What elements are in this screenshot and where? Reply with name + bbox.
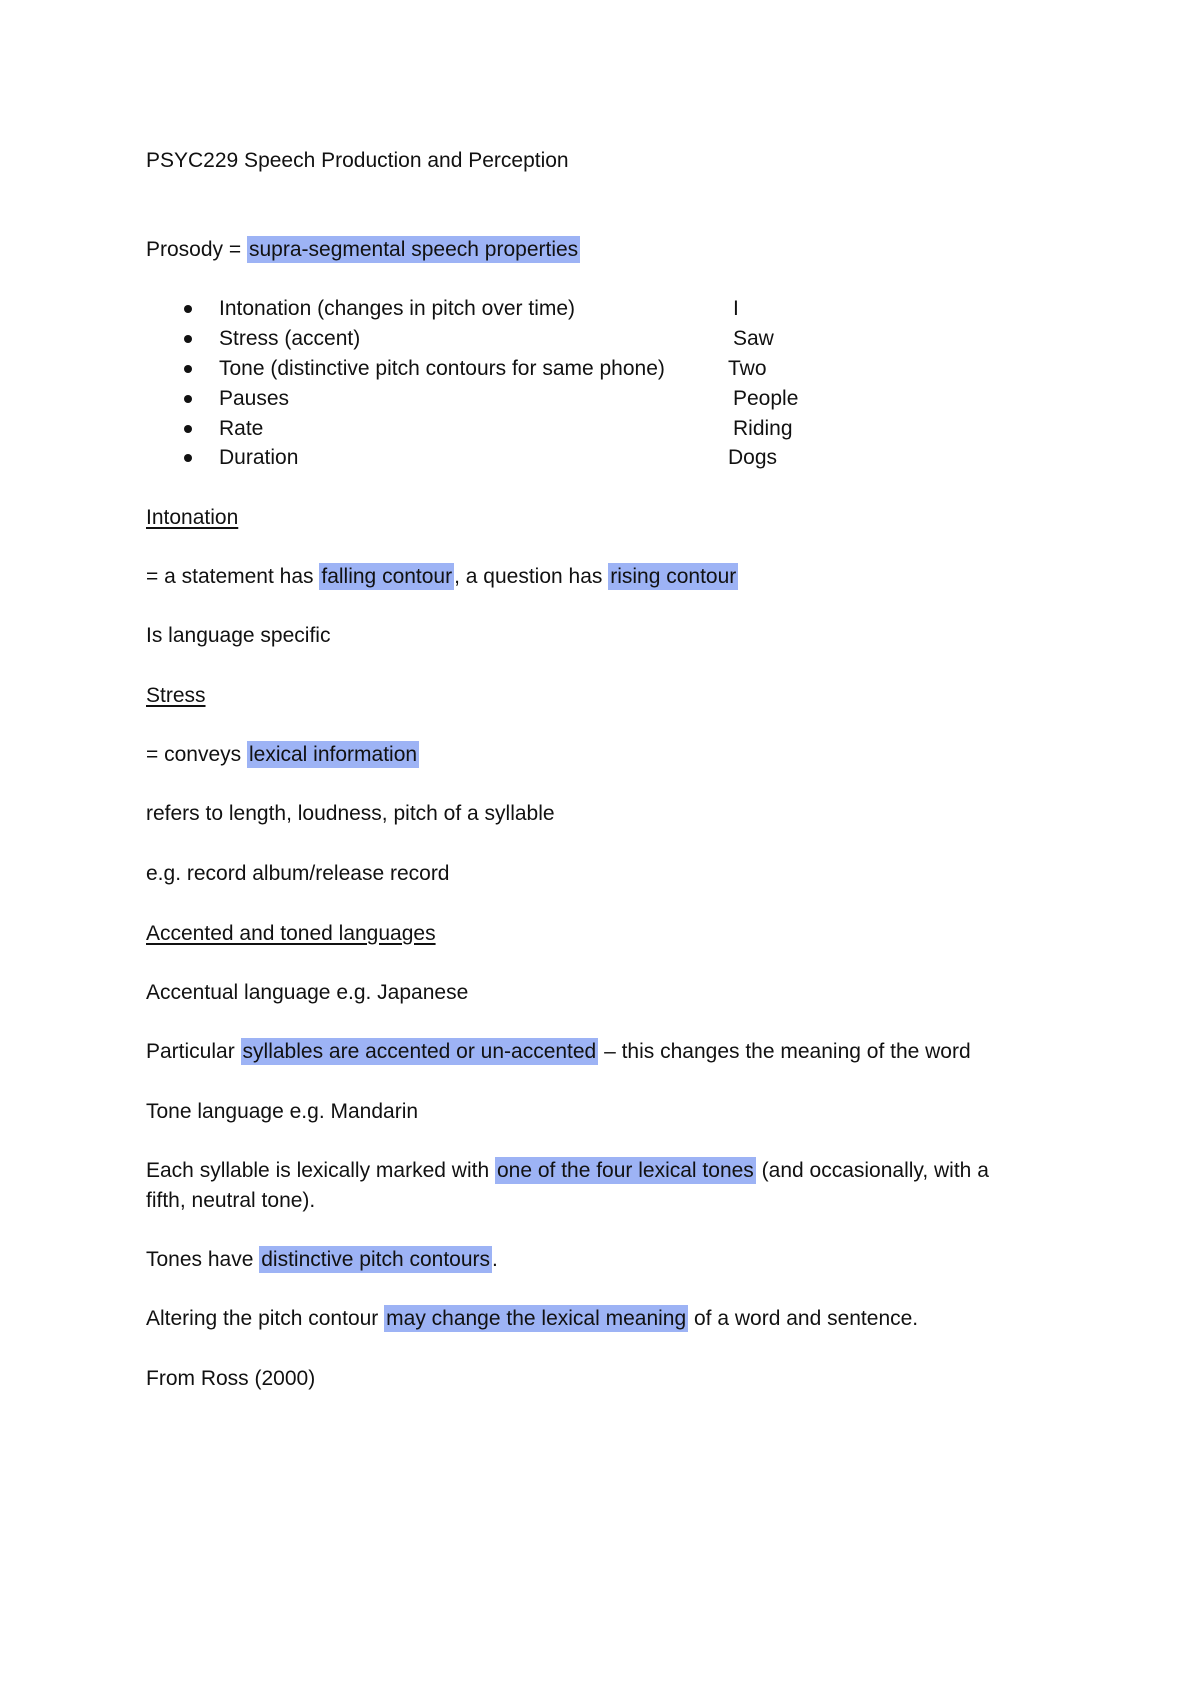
bullet-item: Pauses bbox=[219, 387, 290, 410]
distinctive-pitch-highlight: distinctive pitch contours bbox=[261, 1248, 491, 1271]
accentual-language-line: Accentual language e.g. Japanese bbox=[146, 981, 469, 1004]
bullet-item: Rate bbox=[219, 417, 264, 440]
text-span: (and occasionally, with a bbox=[755, 1159, 989, 1182]
lexical-meaning-highlight: may change the lexical meaning bbox=[386, 1307, 687, 1330]
bullet-dot bbox=[184, 425, 192, 433]
text-span: . bbox=[492, 1248, 498, 1271]
accented-heading: Accented and toned languages bbox=[146, 922, 436, 945]
syllables-accented-highlight: syllables are accented or un-accented bbox=[242, 1040, 597, 1063]
side-word: People bbox=[733, 387, 799, 410]
bullet-item: Intonation (changes in pitch over time) bbox=[219, 297, 576, 320]
stress-conveys-line bbox=[146, 742, 419, 768]
bullet-dot bbox=[184, 335, 192, 343]
text-span: – this changes the meaning of the word bbox=[598, 1040, 971, 1063]
bullet-dot bbox=[184, 395, 192, 403]
each-syllable-line bbox=[146, 1158, 989, 1184]
bullet-dot bbox=[184, 365, 192, 373]
bullet-dot bbox=[184, 305, 192, 313]
particular-syllables-line bbox=[146, 1039, 971, 1065]
intonation-heading: Intonation bbox=[146, 506, 239, 529]
stress-refers-line: refers to length, loudness, pitch of a syllable bbox=[146, 802, 555, 825]
text-span: Each syllable is lexically marked with bbox=[146, 1159, 495, 1182]
bullet-dot bbox=[184, 454, 192, 462]
tones-have-line bbox=[146, 1247, 498, 1273]
falling-contour-highlight: falling contour bbox=[321, 565, 453, 588]
lexical-information-highlight: lexical information bbox=[248, 743, 418, 766]
bullet-item: Duration bbox=[219, 446, 299, 469]
text-span: Tones have bbox=[146, 1248, 260, 1271]
side-word: Riding bbox=[733, 417, 793, 440]
each-syllable-continued: fifth, neutral tone). bbox=[146, 1189, 316, 1212]
side-word: Saw bbox=[733, 327, 774, 350]
stress-heading: Stress bbox=[146, 684, 206, 707]
four-lexical-tones-highlight: one of the four lexical tones bbox=[496, 1159, 754, 1182]
intonation-contour-line bbox=[146, 564, 738, 590]
text-span: = conveys bbox=[146, 743, 247, 766]
side-word: Dogs bbox=[728, 446, 778, 469]
citation-line: From Ross (2000) bbox=[146, 1367, 316, 1390]
bullet-item: Stress (accent) bbox=[219, 327, 361, 350]
tone-language-line: Tone language e.g. Mandarin bbox=[146, 1100, 419, 1123]
text-span: = a statement has bbox=[146, 565, 320, 588]
side-word: I bbox=[733, 297, 739, 320]
intonation-language-specific: Is language specific bbox=[146, 624, 331, 647]
prosody-highlight: supra-segmental speech properties bbox=[248, 238, 579, 261]
bullet-item: Tone (distinctive pitch contours for same phone) bbox=[219, 357, 665, 380]
text-span: Particular bbox=[146, 1040, 241, 1063]
side-word: Two bbox=[728, 357, 767, 380]
altering-pitch-line bbox=[146, 1306, 918, 1332]
text-span: Altering the pitch contour bbox=[146, 1307, 385, 1330]
prosody-prefix: Prosody = bbox=[146, 238, 247, 261]
text-span: of a word and sentence. bbox=[688, 1307, 919, 1330]
prosody-definition bbox=[146, 237, 580, 263]
document-title: PSYC229 Speech Production and Perception bbox=[146, 149, 569, 172]
rising-contour-highlight: rising contour bbox=[610, 565, 737, 588]
text-span: , a question has bbox=[454, 565, 609, 588]
stress-example-line: e.g. record album/release record bbox=[146, 862, 450, 885]
